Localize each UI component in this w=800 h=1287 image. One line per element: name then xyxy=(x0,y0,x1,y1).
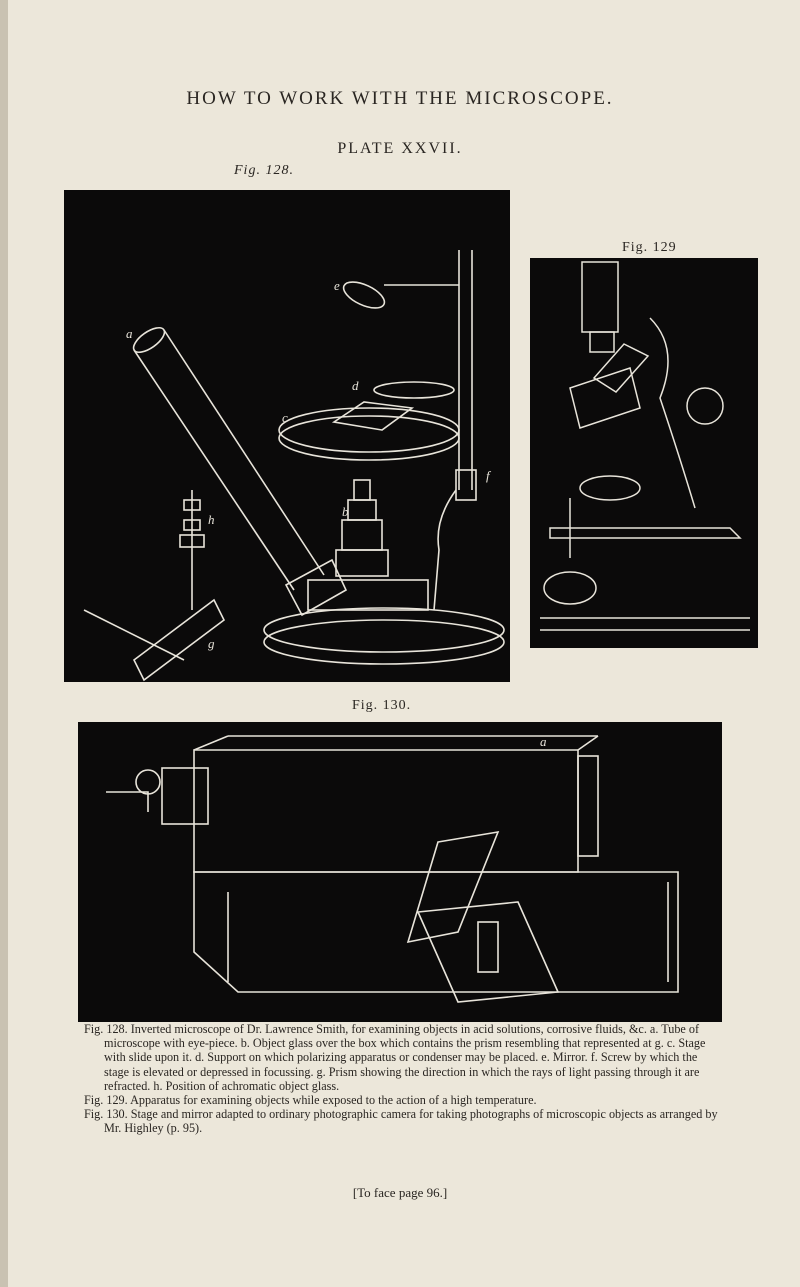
letter-g: g xyxy=(208,636,215,651)
letter-c: c xyxy=(282,410,288,425)
letter-e: e xyxy=(334,278,340,293)
letter-h: h xyxy=(208,512,215,527)
letter-d: d xyxy=(352,378,359,393)
fig-128-background xyxy=(64,190,510,682)
face-page-note: [To face page 96.] xyxy=(352,1185,448,1200)
caption-fig-130: Fig. 130. Stage and mirror adapted to ordinary photographic camera for taking photographs of microscopic objects as arranged by Mr. Highley (p. 95). xyxy=(84,1107,718,1136)
fig-128-inverted-microscope xyxy=(64,190,510,682)
caption-fig-129: Fig. 129. Apparatus for examining objects while exposed to the action of a high temperature. xyxy=(84,1093,537,1108)
letter-b: b xyxy=(342,504,349,519)
page-spine-shadow xyxy=(0,0,8,1287)
fig-128-label: Fig. 128. xyxy=(234,163,294,178)
fig-130-photographic-stage xyxy=(78,722,722,1022)
fig-129-label: Fig. 129 xyxy=(622,240,677,255)
caption-fig-128: Fig. 128. Inverted microscope of Dr. Lawrence Smith, for examining objects in acid solutions, corrosive fluids, &c. a. Tube of microscope with eye-piece. b. Object glass over the box which contains the prism resembling that represented at g. c. Stage with slide upon it. d. Support on which polarizing apparatus or condenser may be placed. e. Mirror. f. Screw by which the stage is elevated or depressed in focussing. g. Prism showing the direction in which the rays of light passing through it are refracted. h. Position of achromatic object glass. xyxy=(84,1022,706,1093)
letter-f: f xyxy=(486,468,490,483)
caption-block xyxy=(84,1022,724,1136)
fig-129-heating-apparatus xyxy=(530,258,758,648)
fig-129-background xyxy=(530,258,758,648)
running-head: HOW TO WORK WITH THE MICROSCOPE. xyxy=(186,88,614,109)
fig-130-label: Fig. 130. xyxy=(352,698,412,713)
letter-a: a xyxy=(126,326,133,341)
fig-130-letter-a: a xyxy=(540,734,547,749)
plate-title: PLATE XXVII. xyxy=(337,140,463,157)
